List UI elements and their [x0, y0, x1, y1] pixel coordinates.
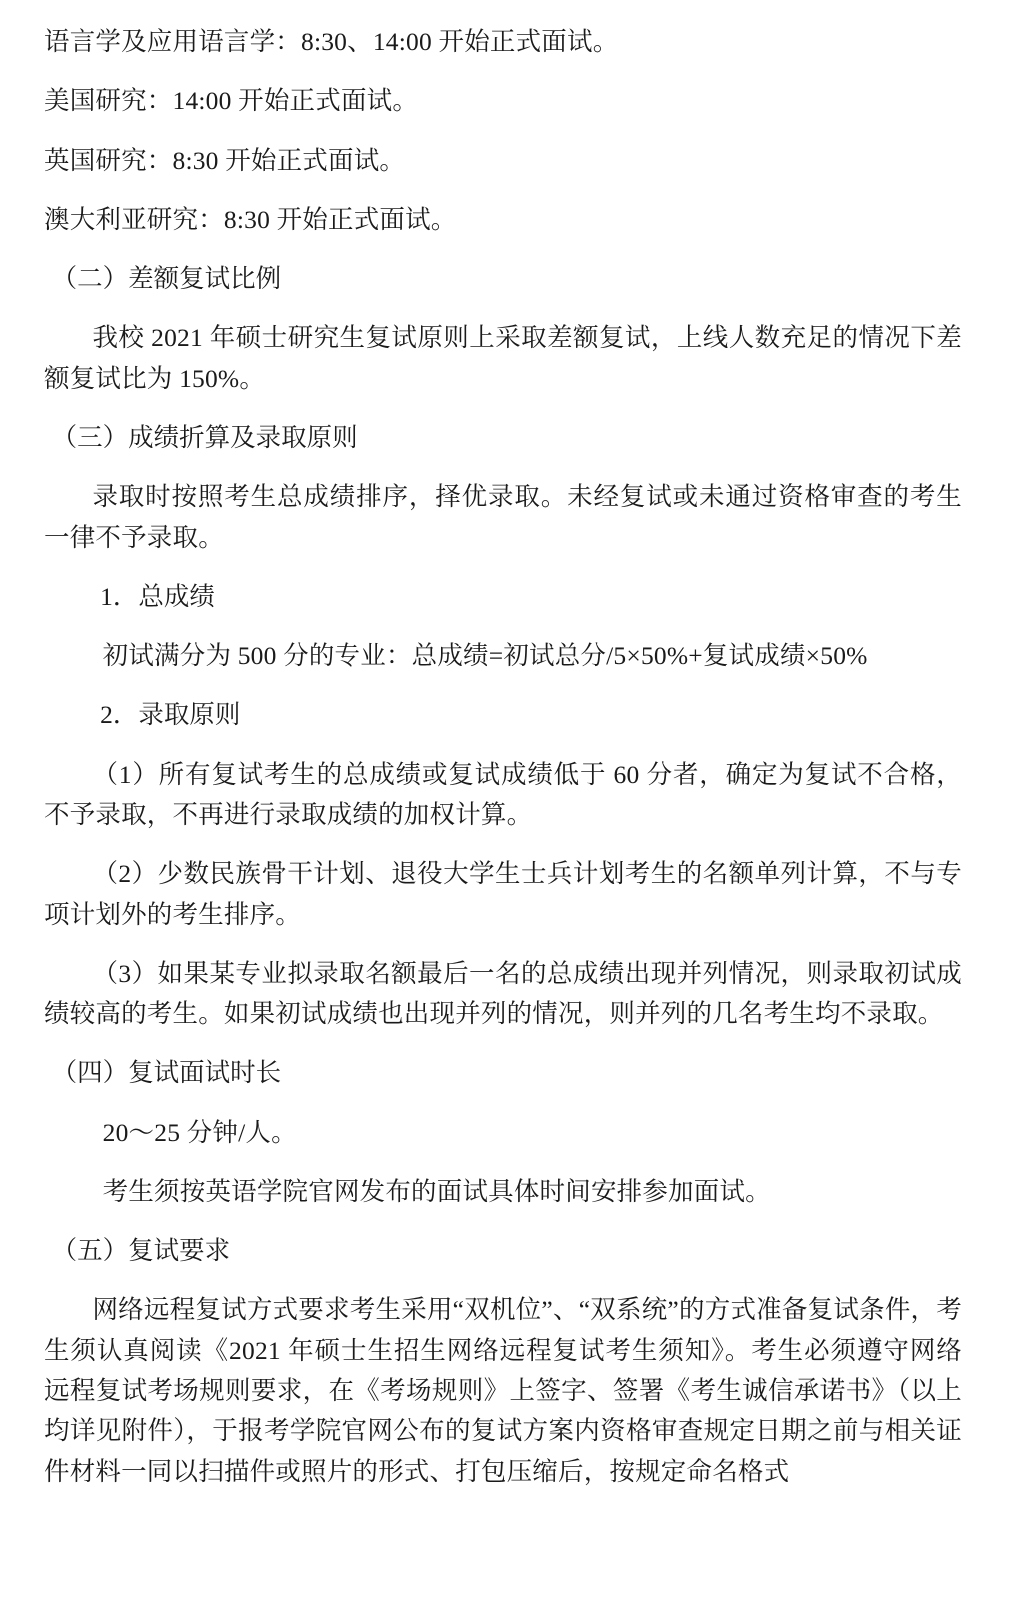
heading-section-five: （五）复试要求 [51, 1236, 231, 1266]
paragraph-linguistics: 语言学及应用语言学：8:30、14:00 开始正式面试。 [44, 27, 619, 56]
paragraph-rule-three: （3）如果某专业拟录取名额最后一名的总成绩出现并列情况，则录取初试成绩较高的考生。如果初试成绩也出现并列的情况，则并列的几名考生均不录取。 [44, 958, 962, 1029]
paragraph-ratio-body: 我校 2021 年硕士研究生复试原则上采取差额复试，上线人数充足的情况下差额复试比为 150%。 [44, 323, 962, 393]
heading-item-total-score: 1．总成绩 [100, 581, 215, 611]
heading-section-two: （二）差额复试比例 [51, 264, 282, 294]
paragraph-total-score-formula: 初试满分为 500 分的专业：总成绩=初试总分/5×50%+复试成绩×50% [102, 641, 868, 671]
paragraph-british-studies: 英国研究：8:30 开始正式面试。 [44, 145, 406, 175]
paragraph-rule-one: （1）所有复试考生的总成绩或复试成绩低于 60 分者，确定为复试不合格，不予录取，不再进行录取成绩的加权计算。 [44, 759, 962, 829]
paragraph-interview-duration: 20～25 分钟/人。 [102, 1117, 297, 1147]
paragraph-remote-requirements: 网络远程复试方式要求考生采用“双机位”、“双系统”的方式准备复试条件，考生须认真阅读《2021 年硕士生招生网络远程复试考生须知》。考生必须遵守网络远程复试考场规则要求，在《考场规则》上签字、签署《考生诚信承诺书》（以上均详见附件），于报考学院官网公布的复试方案内资格审查规定日期之前与相关证件材料一同以扫描件或照片的形式、打包压缩后，按规定命名格式 [44, 1295, 962, 1486]
heading-item-admission-rules: 2．录取原则 [100, 700, 241, 730]
paragraph-australian-studies: 澳大利亚研究：8:30 开始正式面试。 [44, 204, 457, 234]
paragraph-admission-body: 录取时按照考生总成绩排序，择优录取。未经复试或未通过资格审查的考生一律不予录取。 [44, 482, 962, 552]
heading-section-four: （四）复试面试时长 [51, 1058, 282, 1088]
paragraph-attend-notice: 考生须按英语学院官网发布的面试具体时间安排参加面试。 [102, 1176, 771, 1206]
paragraph-american-studies: 美国研究：14:00 开始正式面试。 [44, 86, 419, 116]
paragraph-rule-two: （2）少数民族骨干计划、退役大学生士兵计划考生的名额单列计算，不与专项计划外的考生排序。 [44, 859, 962, 929]
heading-section-three: （三）成绩折算及录取原则 [51, 422, 358, 452]
